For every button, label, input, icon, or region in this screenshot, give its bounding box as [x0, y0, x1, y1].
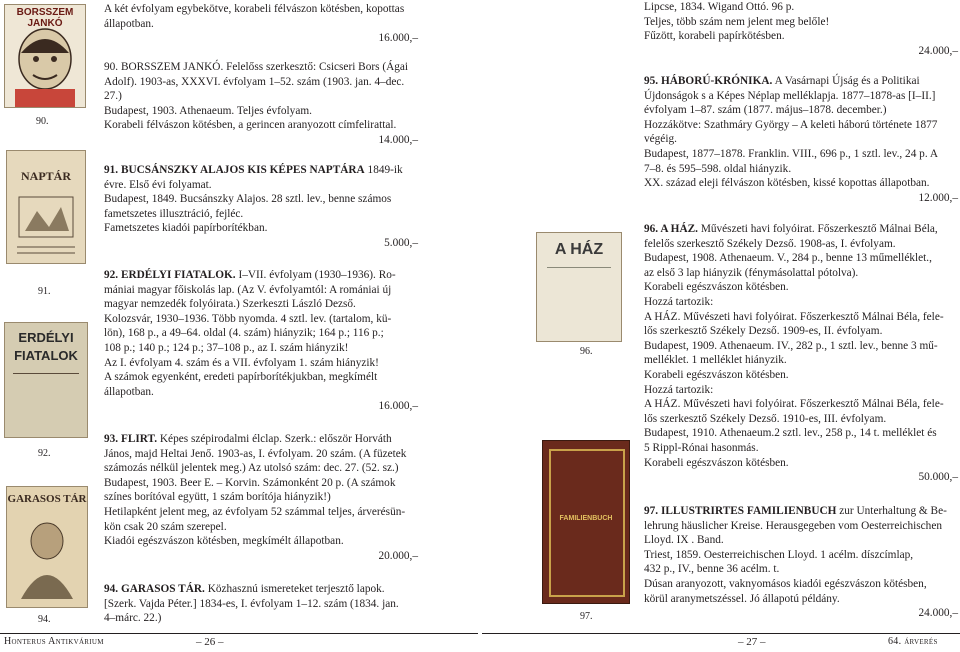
footer-publisher: Honterus Antikvárium — [4, 636, 104, 647]
entry-90: 90. BORSSZEM JANKÓ. Felelőss szerkesztő: Csicseri Bors (Ágai Adolf). 1903-as, XXXVI. évfolyam 1–52. szám (1903. jan. 4–dec. 27.) Budapest, 1903. Athenaeum. Teljes évfolyam. Korabeli félvászon kötésben, a gerincen aranyozott címfelirattal. 14.000,– — [104, 61, 418, 146]
cover-97-title: FAMILIENBUCH — [559, 515, 613, 522]
entry-96: 96. A HÁZ. Művészeti havi folyóirat. Főszerkesztő Málnai Béla, felelős szerkesztő Székely Dezső. 1908-as, I. évfolyam. Budapest, 1908. Athenaeum. V., 284 p., benne 13 műmelléklet., az első 3 lap hiányzik (fénymásolattal pótolva). Korabeli egészvászon kötésben. Hozzá tartozik: A HÁZ. Művészeti havi folyóirat. Főszerkesztő Málnai Béla, fele- lős szerkesztő Székely Dezső. 1909-es, II. évfolyam. Budapest, 1909. Athenaeum. IV., 282 p., 1 sztl. lev., benne 3 mű- melléklet. 1 melléklet hiányzik. Korabeli egészvászon kötésben. Hozzá tartozik: A HÁZ. Művészeti havi folyóirat. Főszerkesztő Málnai Béla, fele- lős szerkesztő Székely Dezső. 1910-es, III. évfolyam. Budapest, 1910. Athenaeum.2 sztl. lev., 258 p., 14 t. melléklet és 5 Rippl-Rónai hasonmás. Korabeli egészvászon kötésben. 50.000,– — [644, 223, 958, 484]
cover-94-title: GARASOS TÁR — [7, 493, 87, 505]
price: 16.000,– — [378, 32, 418, 45]
cover-94-garasos-tar — [6, 486, 88, 608]
entry-title: 96. A HÁZ. — [644, 223, 698, 235]
cover-91-title: NAPTÁR — [21, 169, 71, 183]
cover-96-a-haz — [536, 232, 622, 342]
caption-92: 92. — [38, 448, 51, 459]
entry-title: 94. GARASOS TÁR. — [104, 583, 205, 595]
gilt-border — [549, 449, 625, 597]
price: 12.000,– — [918, 191, 958, 204]
price: 24.000,– — [918, 607, 958, 620]
caption-96: 96. — [580, 346, 593, 357]
entry-97: 97. ILLUSTRIRTES FAMILIENBUCH zur Unterhaltung & Be- lehrung häuslicher Kreise. Herausgegeben vom Oesterreichischen Lloyd. IX . Band. Triest, 1859. Oesterreichischen Lloyd. 1 acélm. díszcímlap, 432 p., IV., benne 36 acélm. t. Dúsan aranyozott, vaknyomásos kiadói egészvászon kötésben, körül aranymetszéssel. Jó állapotú példány. 24.000,– — [644, 505, 958, 620]
price: 16.000,– — [378, 400, 418, 413]
price: 14.000,– — [378, 133, 418, 146]
cover-90-borsszem-janko — [4, 4, 86, 108]
entry-title: 91. BUCSÁNSZKY ALAJOS KIS KÉPES NAPTÁRA — [104, 164, 365, 176]
price: 50.000,– — [918, 471, 958, 484]
cover-91-naptar — [6, 150, 86, 264]
entry-title: 92. ERDÉLYI FIATALOK. — [104, 269, 236, 281]
price: 24.000,– — [918, 44, 958, 57]
cover-96-title: A HÁZ — [554, 241, 604, 258]
entry-title: 90. BORSSZEM JANKÓ. — [104, 61, 224, 73]
footer-page-number: – 27 – — [738, 636, 766, 648]
price: 20.000,– — [378, 549, 418, 562]
left-page — [0, 0, 478, 652]
entry-title: 97. ILLUSTRIRTES FAMILIENBUCH — [644, 505, 837, 517]
cover-90-title: BORSSZEM JANKÓ — [16, 7, 74, 29]
footer-rule — [0, 633, 478, 634]
caption-91: 91. — [38, 286, 51, 297]
entry-title: 95. HÁBORÚ-KRÓNIKA. — [644, 75, 773, 87]
cover-92-erdelyi-fiatalok — [4, 322, 88, 438]
footer-page-number: – 26 – — [196, 636, 224, 648]
cover-divider — [547, 267, 611, 268]
entry-91: 91. BUCSÁNSZKY ALAJOS KIS KÉPES NAPTÁRA 1849-ik évre. Első évi folyamat. Budapest, 1849. Bucsánszky Alajos. 28 sztl. lev., benne számos fametszetes illusztráció, fejléc. Fametszetes kiadói papírborítékban. 5.000,– — [104, 164, 418, 249]
caption-94: 94. — [38, 614, 51, 625]
entry-title: 93. FLIRT. — [104, 433, 158, 445]
price: 5.000,– — [384, 236, 418, 249]
continued-entry: Lipcse, 1834. Wigand Ottó. 96 p. Teljes, több szám nem jelent meg belőle! Fűzött, korabeli papírkötésben. 24.000,– — [644, 1, 958, 57]
continued-entry: A két évfolyam egybekötve, korabeli félvászon kötésben, kopottas állapotban. 16.000,– — [104, 3, 418, 45]
portrait-engraving — [7, 507, 87, 603]
footer-auction: 64. árverés — [888, 636, 938, 647]
entry-93: 93. FLIRT. Képes szépirodalmi élclap. Szerk.: először Horváth János, majd Heltai Jenő. 1903-as, I. évfolyam. 20 szám. (A füzetek számozás nélkül jelentek meg.) Az utolsó szám: dec. 27. (52. sz.) Budapest, 1903. Beer E. – Korvin. Számonként 20 p. (A számok színes borítóval együtt, 1 szám borítója hiányzik!) Hetilapként jelent meg, az évfolyam 52 számmal teljes, árverésün- kön csak 20 szám szerepel. Kiadói egészvászon kötésben, megkímélt állapotban. 20.000,– — [104, 433, 418, 562]
entry-95: 95. HÁBORÚ-KRÓNIKA. A Vasárnapi Újság és a Politikai Újdonságok s a Képes Néplap melléklapja. 1877–1878-as [I–II.] évfolyam 1–87. szám (1877. május–1878. december.) Hozzákötve: Szathmáry György – A keleti háború története 1877 végéig. Budapest, 1877–1878. Franklin. VIII., 696 p., 1 sztl. lev., 24 p. A 7–8. és 595–598. oldal hiányzik. XX. század eleji félvászon kötésben, kissé kopottas állapotban. 12.000,– — [644, 75, 958, 204]
caricature-illustration — [5, 19, 85, 107]
cover-97-familienbuch — [542, 440, 630, 604]
cover-divider — [13, 373, 79, 374]
woodcut-illustration — [7, 191, 85, 261]
entry-92: 92. ERDÉLYI FIATALOK. I–VII. évfolyam (1930–1936). Ro- mániai magyar főiskolás lap. (Az V. évfolyamtól: A romániai új magyar nemzedék folyóirata.) Szerkeszti László Dezső. Kolozsvár, 1930–1936. Több nyomda. 4 sztl. lev. (tartalom, kü- lön), 168 p., a 49–64. oldal (4. szám) hiányzik; 164 p.; 116 p.; 108 p.; 140 p.; 124 p.; 37–108 p., az I. szám hiányzik! Az I. évfolyam 4. szám és a VII. évfolyam 1. szám hiányzik! A számok egyenként, eredeti papírborítékjukban, megkímélt állapotban. 16.000,– — [104, 269, 418, 413]
right-page — [482, 0, 960, 652]
footer-rule — [482, 633, 960, 634]
entry-94: 94. GARASOS TÁR. Közhasznú ismereteket terjesztő lapok. [Szerk. Vajda Péter.] 1834-es, I. évfolyam 1–12. szám (1834. jan. 4–márc. 22.) — [104, 583, 399, 625]
cover-92-title: ERDÉLYI FIATALOK — [14, 330, 78, 363]
caption-97: 97. — [580, 611, 593, 622]
caption-90: 90. — [36, 116, 49, 127]
